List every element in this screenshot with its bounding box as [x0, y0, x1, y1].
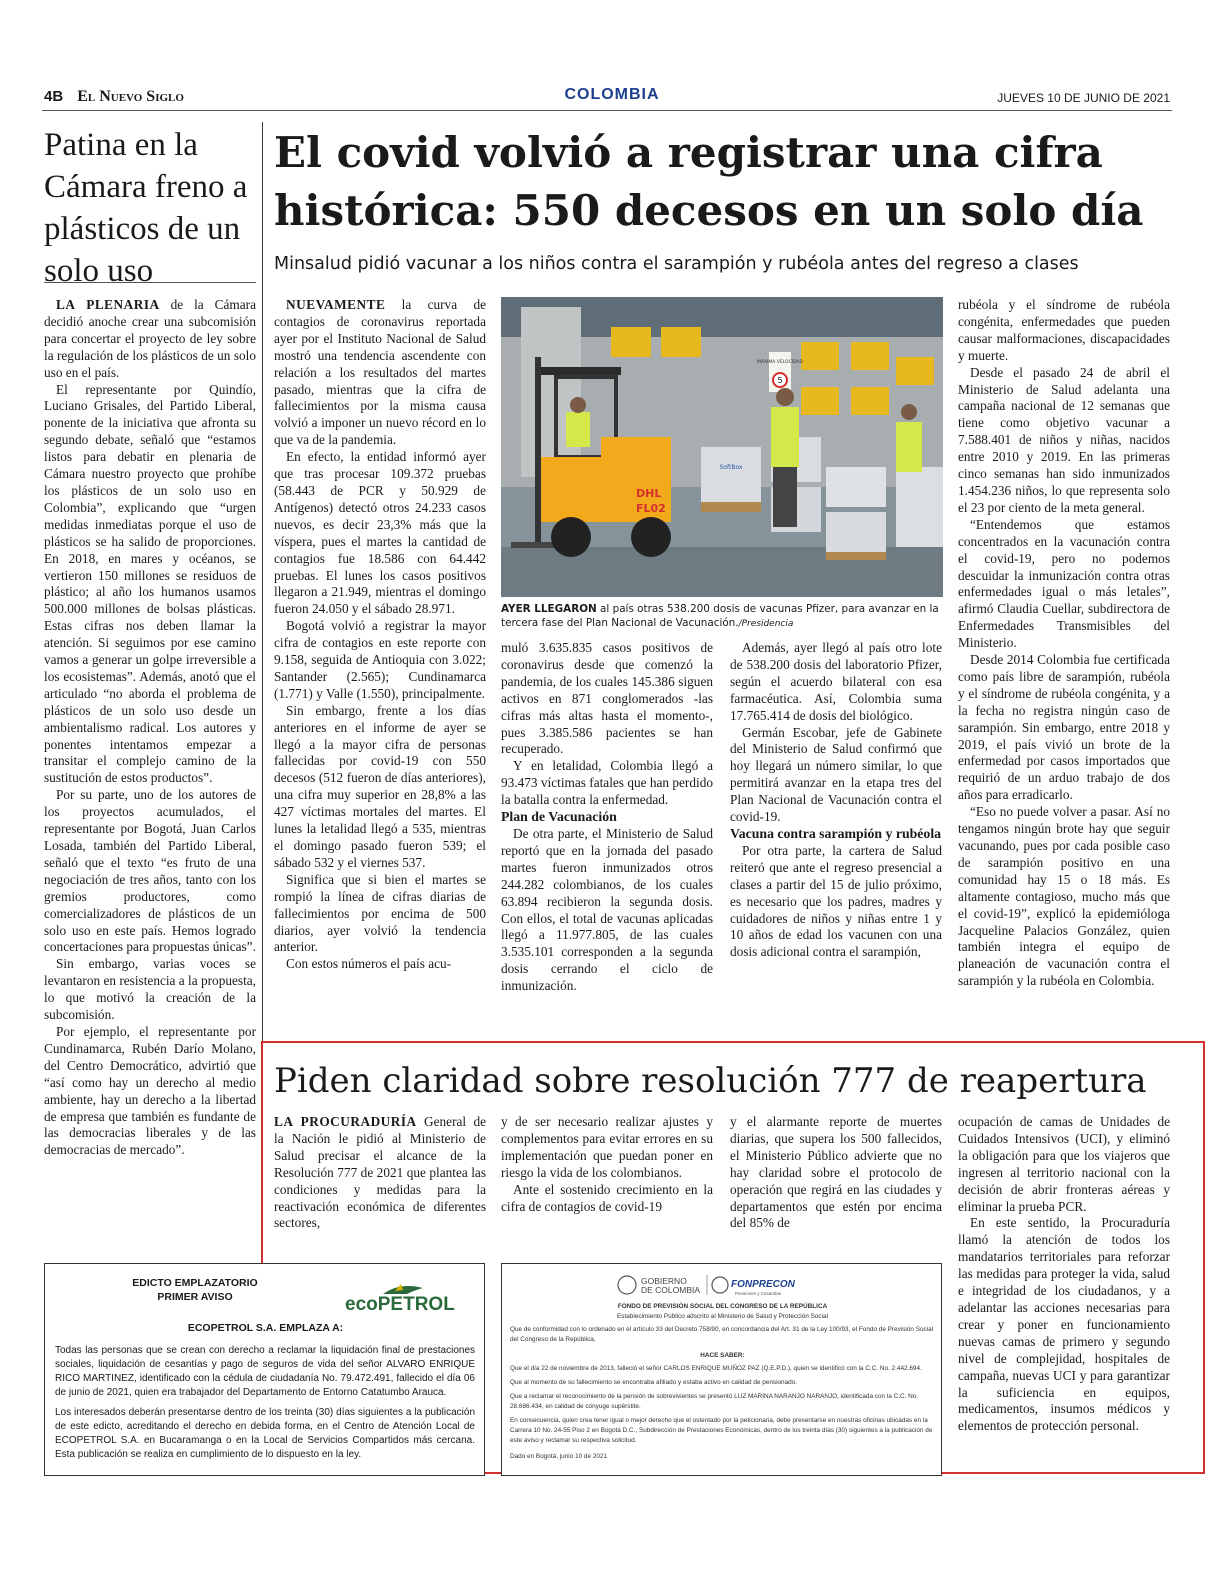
side-story-title: Patina en la Cámara freno a plásticos de un solo uso — [44, 127, 248, 289]
main-c4-p2: Desde el pasado 24 de abril el Ministerio de Salud adelanta una campaña nacional de 12 semanas que tiene como objetivo vacunar a 7.588.401 de niños y niñas, nacidos entre 2010 y 2019. En las primeras cinco semanas han sido inmunizados 1.454.236 niños, lo que representa solo el 23 por ciento de la meta general. — [958, 364, 1170, 515]
fonprecon-org: FONDO DE PREVISIÓN SOCIAL DEL CONGRESO DE LA REPÚBLICA — [617, 1303, 828, 1310]
warehouse-photo-illustration — [501, 297, 943, 597]
fonprecon-p1: Que el día 22 de noviembre de 2013, falleció el señor CARLOS ENRIQUE MUÑOZ PAZ (Q.E.P.D.), quien se identificó con la C.C. No. 2.442.694. — [510, 1365, 922, 1372]
main-c1-p3: Bogotá volvió a registrar la mayor cifra de contagios en este reporte con 9.158, seguida de Antioquia con 3.022; Santander (2.565); Cundinamarca (1.771) y Valle (1.550), principalmente. — [274, 618, 486, 701]
forklift-brand: DHL — [636, 487, 662, 500]
fonprecon-notice-ad — [501, 1263, 942, 1476]
ad-title-2: PRIMER AVISO — [157, 1291, 233, 1303]
speed-sign-text: MÁXIMA VELOCIDAD — [757, 360, 803, 365]
news-photo — [501, 297, 943, 597]
second-c2-p2: Ante el sostenido crecimiento en la cifra de contagios de covid-19 — [501, 1181, 713, 1214]
subhead-sarampion: Vacuna contra sarampión y rubéola — [730, 825, 942, 841]
caption-lead: AYER LLEGARON — [501, 603, 597, 615]
second-col-2 — [501, 1114, 713, 1215]
main-headline: El covid volvió a registrar una cifra histórica: 550 decesos en un solo día — [274, 128, 1144, 235]
main-lead: NUEVAMENTE — [286, 297, 386, 312]
fonprecon-intro: Que de conformidad con lo ordenado en el artículo 33 del Decreto 758/90, en concordancia del Art. 31 de la Ley 100/93, el Fondo de Previsión Social del Congreso de la República, — [510, 1326, 934, 1343]
subhead-plan-vacunacion: Plan de Vacunación — [501, 809, 617, 825]
side-story-p2: El representante por Quindío, Luciano Grisales, del Partido Liberal, ponente de la iniciativa que afronta su segundo debate, señaló que “estamos listos para debatir en plenaria de Cámara nuestro proyecto que prohíbe los plásticos de un solo uso en Colombia”, explicando que “urgen medidas inmediatas porque el uso de plásticos se ha salido de proporciones. En 2018, en mares y océanos, se vertieron 150 millones se residuos de plástico; al año los humanos usamos 500.000 millones de bolsas plásticas. Estas cifras nos deben llamar la atención. Si seguimos por ese camino vamos a generar un golpe irreversible a los ecosistemas”. Además, anotó que el articulado “no aborda el problema de plásticos de un solo uso desde un ambientalismo radical. Los autores y ponentes intentamos empezar a transitar el complejo camino de la sustitución de estos productos”. — [44, 381, 256, 786]
fonprecon-p2: Que al momento de su fallecimiento se encontraba afiliado y estaba activo en calidad de pensionado. — [510, 1379, 798, 1386]
ad-title-1: EDICTO EMPLAZATORIO — [132, 1277, 258, 1289]
speed-sign-number: 5 — [777, 376, 783, 385]
ecopetrol-logo-text: ecoPETROL — [345, 1294, 455, 1314]
fonprecon-hace-saber: HACE SABER: — [700, 1352, 745, 1359]
main-c2-p1: muló 3.635.835 casos positivos de coronavirus desde que comenzó la pandemia, de los cuales 145.386 siguen activos en 871 conglomerados -las cifras más altas hasta el momento-, pues 3.385.586 pacientes se han recuperado. — [501, 640, 713, 757]
second-c4-p2: En este sentido, la Procuraduría llamó la atención de todos los mandatarios territoriales para reforzar las medidas para proteger la vida, salud e integridad de los ciudadanos, y a adelantar las acciones necesarias para crear y poner en funcionamiento nuevas camas de primero y segundo nivel de complejidad, hospitales de campaña, nuevas UCI y para garantizar la suficiencia en equipos, medicamentos, insumos médicos y elementos de protección personal. — [958, 1215, 1170, 1434]
ad-p1: Todas las personas que se crean con derecho a reclamar la liquidación final de prestaciones sociales, liquidación de cesantías y pago de seguros de vida del señor ALVARO ENRIQUE RICO MARTINEZ, identificado con la cédula de ciudadanía No. 79.472.491, fallecido el día 06 de junio de 2021, quien era trabajador del Departamento de Entorno Catatumbo Arauca. — [55, 1345, 475, 1398]
newspaper-name: El Nuevo Siglo — [77, 88, 184, 105]
main-col-2 — [501, 640, 713, 995]
second-c3: y el alarmante reporte de muertes diarias, que supera los 500 fallecidos, el Ministerio Público advierte que no hay claridad sobre el protocolo de operación que regirá en las ciudades y departamentos que estén por encima del 85% de — [730, 1114, 942, 1231]
fonprecon-logos — [617, 1272, 837, 1298]
main-c4-p1: rubéola y el síndrome de rubéola congénita, enfermedades que pueden causar malformaciones, discapacidades y muerte. — [958, 297, 1170, 363]
main-c2-p3: De otra parte, el Ministerio de Salud reportó que en la jornada del pasado martes fueron inmunizados otros 244.282 colombianos, de los cuales 63.894 recibieron la segunda dosis. Con ellos, el total de vacunas aplicadas llegó a 11.977.805, de las cuales 3.535.101 corresponden a la segunda dosis cerrando el ciclo de inmunización. — [501, 825, 713, 994]
logo-de-colombia: DE COLOMBIA — [641, 1285, 701, 1295]
main-c2-p2: Y en letalidad, Colombia llegó a 93.473 víctimas fatales que han perdido la batalla contra la enfermedad. — [501, 758, 713, 808]
main-c1-p6: Con estos números el país acu- — [286, 956, 452, 972]
ecopetrol-logo — [345, 1280, 475, 1314]
main-c3-p3: Por otra parte, la cartera de Salud reiteró que ante el regreso presencial a clases a partir del 15 de julio próximo, es necesario que los padres, madres y cuidadores de niños y niñas entre 1 y 10 años de edad los vacunen con una dosis adicional contra el sarampión, — [730, 842, 942, 960]
second-col-4 — [958, 1114, 1170, 1435]
logo-fonprecon-sub: Pensiones y Cesantías — [735, 1291, 782, 1296]
ecopetrol-edict-ad — [44, 1263, 485, 1476]
second-lead: LA PROCURADURÍA — [274, 1114, 417, 1129]
side-story-p4: Sin embargo, varias voces se levantaron en resistencia a la propuesta, lo que motivó la creación de la subcomisión. — [44, 956, 256, 1023]
iguana-logo-icon — [345, 1280, 475, 1314]
main-c1-p4: Sin embargo, frente a los días anteriores en el informe de ayer se llegó a la mayor cifra de personas fallecidas por covid-19 con 550 decesos (512 fueron de días anteriores), una cifra muy superior en 28,8% a las 427 víctimas mortales del martes. El lunes la letalidad llegó a 535, mientras el domingo pasado fueron 539; el sábado 532 y el viernes 537. — [274, 702, 486, 870]
main-col-3 — [730, 640, 942, 961]
logo-fonprecon: FONPRECON — [731, 1279, 795, 1290]
main-deck: Minsalud pidió vacunar a los niños contra el sarampión y rubéola antes del regreso a clases — [274, 254, 1079, 274]
side-story-lead: LA PLENARIA — [56, 297, 160, 312]
second-col-3 — [730, 1114, 942, 1232]
second-c4-p1: ocupación de camas de Unidades de Cuidados Intensivos (UCI), y eliminó la obligación para que los viajeros que ingresen al territorio nacional con la decisión de abrir fronteras aéreas y eliminar la prueba PCR. — [958, 1114, 1170, 1214]
ad-heading: ECOPETROL S.A. EMPLAZA A: — [187, 1322, 344, 1334]
fonprecon-date: Dado en Bogotá, junio 10 de 2021 — [510, 1453, 608, 1460]
section-name: COLOMBIA — [564, 86, 660, 103]
forklift-id: FL02 — [636, 502, 666, 515]
fonprecon-org-sub: Establecimiento Público adscrito al Ministerio de Salud y Protección Social — [617, 1313, 828, 1320]
main-c1-p5: Significa que si bien el martes se rompió la línea de cifras diarias de fallecimientos por encima de 500 diarios, ayer volvió la tendencia anterior. — [274, 871, 486, 955]
second-c2-p1: y de ser necesario realizar ajustes y complementos para evitar errores en su implementación que puedan poner en riesgo la vida de los colombianos. — [501, 1114, 713, 1180]
second-col-1 — [274, 1114, 486, 1232]
second-c1: General de la Nación le pidió al Ministerio de Salud precisar el alcance de la Resolución 777 de 2021 que plantea las condiciones y medidas para la reactivación económica de diferentes sectores, — [274, 1114, 486, 1231]
side-story-p3: Por su parte, uno de los autores de los proyectos acumulados, el representante por Bogotá, Juan Carlos Losada, también del Partido Liberal, señaló que el texto “es fruto de una negociación de tres años, tanto con los gremios productores, como comercializadores de plásticos de un solo uso en este país. Hemos logrado concertaciones para propuestas únicas”. — [44, 787, 256, 955]
main-c3-p1: Además, ayer llegó al país otro lote de 538.200 dosis del laboratorio Pfizer, según el acuerdo bilateral con esa farmacéutica. Así, Colombia suma 17.765.414 de dosis del biológico. — [730, 640, 942, 723]
side-story-p1: de la Cámara decidió anoche crear una subcomisión para concertar el proyecto de ley sobre la regulación de los plásticos de un solo uso en el país. — [44, 297, 256, 380]
box-label: SoftBox — [719, 464, 743, 471]
fonprecon-p4: En consecuencia, quien crea tener igual o mejor derecho que el ostentado por la peticionaria, debe presentarse en nuestras oficinas ubicadas en la Carrera 10 No. 24-55 Piso 2 en Bogotá D.C., Subdirección de Prestaciones Económicas, dentro de los treinta días (30) siguientes a la publicación de este aviso y reclamar su respectiva solicitud. — [510, 1417, 933, 1444]
fonprecon-p3: Que a reclamar el reconocimiento de la pensión de sobrevivientes se presentó LUZ MARINA NARANJO NARANJO, identificada con la C.C. No. 28.686.434, en calidad de cónyuge supérstite. — [510, 1393, 919, 1410]
main-c3-p2: Germán Escobar, jefe de Gabinete del Ministerio de Salud confirmó que hoy llegará un número similar, lo que permitirá avanzar en la etapa tres del Plan Nacional de Vacunación contra el covid-19. — [730, 724, 942, 825]
second-headline: Piden claridad sobre resolución 777 de reapertura — [274, 1061, 1147, 1101]
issue-date: JUEVES 10 DE JUNIO DE 2021 — [997, 91, 1170, 105]
ad-p2: Los interesados deberán presentarse dentro de los treinta (30) días siguientes a la publicación de este edicto, acreditando el derecho en debida forma, en el Centro de Atención Local de ECOPETROL S.A. en Bucaramanga o en la Local de Servicios Compartidos más cercana. Esta publicación se realiza en cumplimiento de lo dispuesto en la ley. — [55, 1407, 475, 1460]
side-story-body — [44, 297, 256, 1159]
main-c4-p4: Desde 2014 Colombia fue certificada como país libre de sarampión, rubéola y el síndrome de rubéola congénita, y a la fecha no registra ningún caso de sarampión. Sin embargo, entre 2018 y 2019, el país vivió un brote de la enfermedad por casos importados que requirió de un arduo trabajo de dos años para erradicarlo. — [958, 652, 1170, 803]
main-c4-p5: “Eso no puede volver a pasar. Así no tengamos ningún brote hay que seguir vacunando, pues por cada posible caso de sarampión positivo en una comunidad hay 15 o 18 más. Es altamente contagioso, mucho más que el covid-19”, explicó la epidemióloga Jacqueline Palacios González, quien también integra el equipo de planeación de vacunación contra el sarampión y la rubéola en Colombia. — [958, 804, 1170, 989]
side-story-p5: Por ejemplo, el representante por Cundinamarca, Rubén Darío Molano, del Centro Democrático, advirtió que “así como hay un derecho al medio ambiente, hay un derecho a la libertad de empresa que también es fundante de las democracias liberales y de las democracias de mercado”. — [44, 1023, 256, 1158]
main-col-1 — [274, 297, 486, 973]
main-col-4 — [958, 297, 1170, 990]
government-seal-icon — [617, 1272, 837, 1298]
logo-gobierno: GOBIERNO — [641, 1276, 687, 1286]
photo-caption — [501, 602, 943, 631]
main-c1-p1: la curva de contagios de coronavirus reportada ayer por el Instituto Nacional de Salud mostró una tendencia ascendente con relación a los resultados del martes pasado, mientras que la cifra de fallecimientos por la misma causa volvió a imponer un nuevo récord en lo que va de la pandemia. — [274, 297, 486, 448]
page-number: 4B — [44, 88, 64, 105]
main-c4-p3: “Entendemos que estamos concentrados en la vacunación contra el covid-19, pero no podemos descuidar la inmunización contra otras enfermedades igual o más letales”, afirmó Claudia Cuellar, subdirectora de Enfermedades Transmisibles del Ministerio. — [958, 516, 1170, 651]
main-c1-p2: En efecto, la entidad informó ayer que tras procesar 109.372 pruebas (58.443 de PCR y 50.929 de Antígenos) detectó otros 24.233 casos nuevos, es decir 23,3% más que la víspera, pues el martes la cantidad de contagios fue 18.586 con 64.442 pruebas. El lunes los casos positivos llegaron a 21.949, mientras el domingo fueron 24.050 y el sábado 28.971. — [274, 449, 486, 617]
header-rule — [42, 110, 1172, 111]
photo-credit: /Presidencia — [738, 619, 794, 629]
caption-text: al país otras 538.200 dosis de vacunas Pfizer, para avanzar en la tercera fase del Plan Nacional de Vacunación. — [501, 603, 939, 629]
